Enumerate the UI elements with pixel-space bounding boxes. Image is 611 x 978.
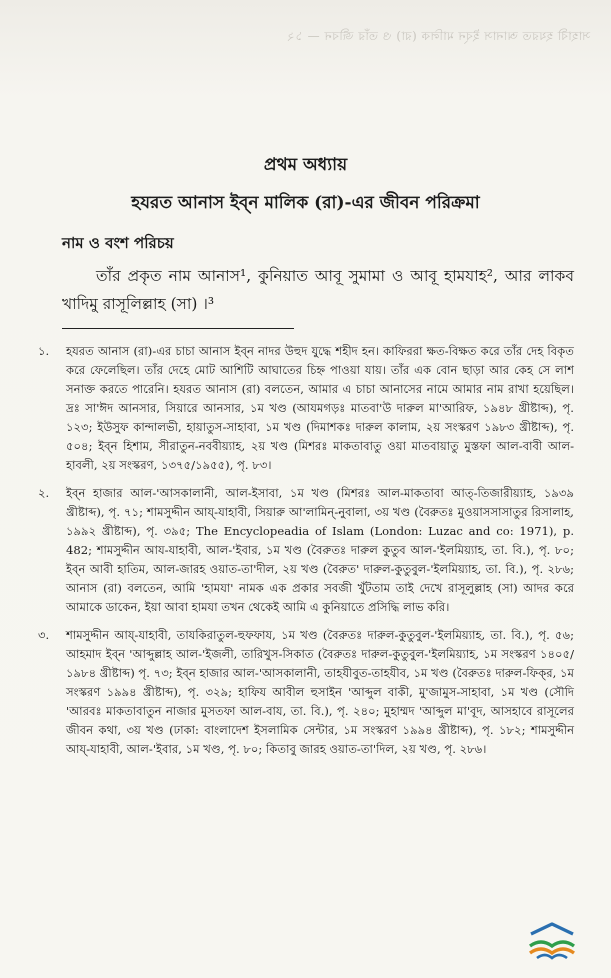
footnote-divider: [62, 328, 294, 329]
bleed-through-text: সাহাবী হযরত আনাস ইব্‌ন মালিক (রা) ও তাঁর জীবন — ১২: [286, 29, 590, 43]
section-heading: নাম ও বংশ পরিচয়: [62, 234, 174, 252]
page-title: হযরত আনাস ইব্‌ন মালিক (রা)-এর জীবন পরিক্রমা: [131, 193, 480, 213]
intro-paragraph: তাঁর প্রকৃত নাম আনাস¹, কুনিয়াত আবূ সুমামা ও আবূ হামযাহ², আর লাকব খাদিমু রাসূলিল্লাহ (সা) ।³: [62, 267, 574, 313]
footnote-text: ইব্‌ন হাজার আল-'আসকালানী, আল-ইসাবা, ১ম খণ্ড (মিশরঃ আল-মাকতাবা আত্‌-তিজারীয়্যাহ, ১৯৩৯ খ্রীষ্টাব্দ), পৃ. ৭১; শামসুদ্দীন আয্‌-যাহাবী, সিয়ারু আ'লামিন্‌-নুবালা, ৩য় খণ্ড (বৈরুতঃ মুওয়াসসাসাতুর রিসালাহ, ১৯৯২ খ্রীষ্টাব্দ), পৃ. ৩৯৫; The Encyclopeadia of Islam (London: Luzac and co: 1971), p. 482; শামসুদ্দীন আয-যাহাবী, আল-'ইবার, ১ম খণ্ড (বৈরুতঃ দারুল কুতুব আল-'ইলমিয়্যাহ, তা. বি.), পৃ. ৮০; ইব্‌ন আবী হাতিম, আল-জারহ ওয়াত-তা'দীল, ২য় খণ্ড (বৈরুত' দারুল-কুতুবুল-'ইলমিয়্যাহ, তা. বি.), পৃ. ২৮৬; আনাস (রা) বলতেন, আমি 'হামযা' নামক এক প্রকার সবজী খুঁটতাম তাই দেখে রাসূলুল্লাহ (সা) আদর করে আমাকে ডাকেন, ইয়া আবা হামযা তখন থেকেই আমি এ কুনিয়াতে প্রসিদ্ধি লাভ করি।: [66, 486, 574, 614]
footnote-number: ৩.: [38, 628, 50, 642]
footnote-1: [38, 342, 574, 475]
footnote-2: [38, 484, 574, 617]
footnote-3: [38, 626, 574, 759]
footnote-number: ২.: [38, 486, 50, 500]
footnote-number: ১.: [38, 344, 50, 358]
footnote-text: হযরত আনাস (রা)-এর চাচা আনাস ইব্‌ন নাদর উহুদ যুদ্ধে শহীদ হন। কাফিররা ক্ষত-বিক্ষত করে তাঁর দেহ বিকৃত করে ফেলেছিল। তাঁর দেহে মোট আশিটি আঘাতের চিহ্ন পাওয়া যায়। তাঁর এক বোন ছাড়া আর কেহ সে লাশ সনাক্ত করতে পারেনি। হযরত আনাস (রা) বলতেন, আমার এ চাচা আনাসের নামে আমার নাম রাখা হয়েছিল। দ্রঃ সা'ঈদ আনসার, সিয়ারে আনসার, ১ম খণ্ড (আযমগড়ঃ মাতবা'উ দারুল মা'আরিফ, ১৯৪৮ খ্রীষ্টাব্দ), পৃ. ১২৩; ইউসুফ কান্দালভী, হায়াতুস-সাহাবা, ১ম খণ্ড (দিমাশকঃ দারুল কালাম, ২য় সংস্করণ ১৯৮৩ খ্রীষ্টাব্দ), পৃ. ৫০৪; ইব্‌ন হিশাম, সীরাতুন-নববীয়্যাহ, ২য় খণ্ড (মিশরঃ মাকতাবাতু ওয়া মাতবায়াতু মুস্তফা আল-বাবী আল-হাবলী, ২য় সংস্করণ, ১৩৭৫/১৯৫৫), পৃ. ৮৩।: [66, 344, 574, 472]
footnotes: [38, 342, 574, 768]
footnote-text: শামসুদ্দীন আয্‌-যাহাবী, তাযকিরাতুল-হুফফায, ১ম খণ্ড (বৈরুতঃ দারুল-কুতুবুল-'ইলমিয়্যাহ, তা. বি.), পৃ. ৫৬; আহমাদ ইব্‌ন 'আব্দুল্লাহ আল-'ইজলী, তারিখুস-সিকাত (বৈরুতঃ দারুল-কুতুবুল-'ইলমিয়্যাহ, ১ম সংস্করণ ১৪০৫/ ১৯৮৪ খ্রীষ্টাব্দ) পৃ. ৭৩; ইব্‌ন হাজার আল-'আসকালানী, তাহযীবুত-তাহযীব, ১ম খণ্ড (বৈরুতঃ দারুল-ফিক্‌র, ১ম সংস্করণ ১৯৯৪ খ্রীষ্টাব্দ), পৃ. ৩২৯; হাফিয আবীল হুসাইন 'আব্দুল বাকী, মু'জামুস-সাহাবা, ১ম খণ্ড (সৌদি 'আরবঃ মাকতাবাতুন নাজার মুসতফা আল-বায, তা. বি.), পৃ. ২৪০; মুহাম্মদ 'আব্দুল মা'বূদ, আসহাবে রাসূলের জীবন কথা, ৩য় খণ্ড (ঢাকা: বাংলাদেশ ইসলামিক সেন্টার, ১ম সংস্করণ ১৯৯৪ খ্রীষ্টাব্দ), পৃ. ১৮২; শামসুদ্দীন আয্‌-যাহাবী, আল-'ইবার, ১ম খণ্ড, পৃ. ৮০; কিতাবু জারহ ওয়াত-তা'দিল, ২য় খণ্ড, পৃ. ২৮৬।: [66, 628, 574, 756]
open-book-logo-icon: [527, 922, 577, 962]
chapter-heading: প্রথম অধ্যায়: [263, 155, 348, 175]
